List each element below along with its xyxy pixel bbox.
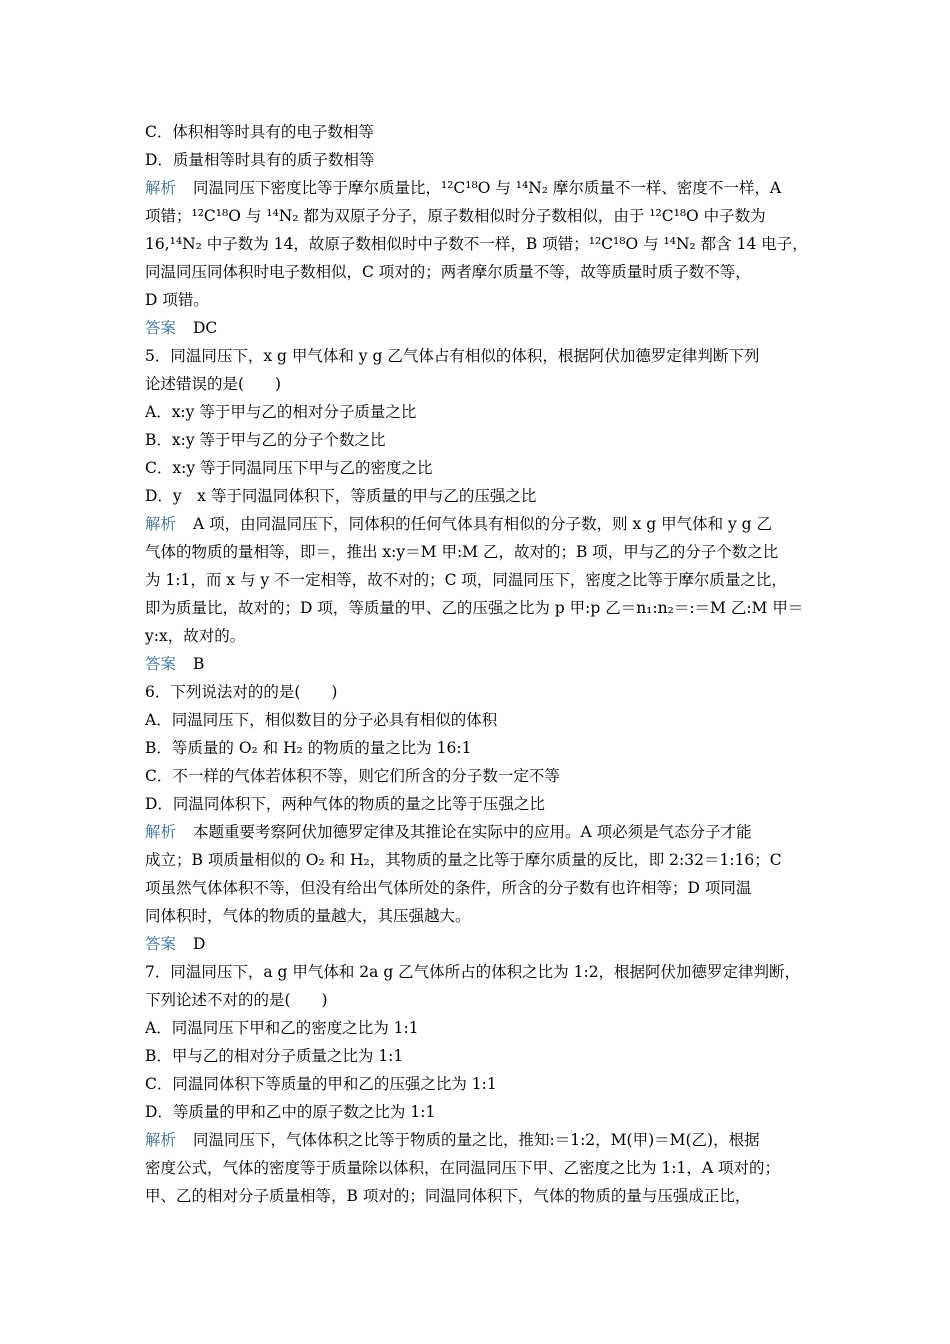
line-text: 即为质量比，故对的；D 项，等质量的甲、乙的压强之比为 p 甲:p 乙＝n₁:n₂＝:＝M 乙:M 甲＝ <box>145 599 804 617</box>
text-line <box>145 342 817 370</box>
text-line <box>145 958 817 986</box>
text-line <box>145 762 817 790</box>
text-line <box>145 258 817 286</box>
line-text: D．同温同体积下，两种气体的物质的量之比等于压强之比 <box>145 795 545 813</box>
text-line <box>145 790 817 818</box>
line-text: 密度公式，气体的密度等于质量除以体积，在同温同压下甲、乙密度之比为 1:1，A 项对的； <box>145 1159 780 1177</box>
analysis-label: 解析 <box>145 1131 177 1149</box>
text-line <box>145 1070 817 1098</box>
text-line <box>145 678 817 706</box>
line-text: DC <box>193 319 218 337</box>
analysis-label: 解析 <box>145 515 177 533</box>
line-text: 同温同压下，气体体积之比等于物质的量之比，推知:＝1:2，M(甲)＝M(乙)，根据 <box>193 1131 760 1149</box>
line-text: C．体积相等时具有的电子数相等 <box>145 123 374 141</box>
text-line <box>145 230 817 258</box>
line-text: 5．同温同压下，x g 甲气体和 y g 乙气体占有相似的体积，根据阿伏加德罗定律判断下列 <box>145 347 760 365</box>
text-line <box>145 1154 817 1182</box>
line-text: 项错；¹²C¹⁸O 与 ¹⁴N₂ 都为双原子分子，原子数相似时分子数相似，由于 ¹²C¹⁸O 中子数为 <box>145 207 766 225</box>
line-text: 论述错误的是( ) <box>145 375 282 393</box>
line-text: 同温同压下密度比等于摩尔质量比，¹²C¹⁸O 与 ¹⁴N₂ 摩尔质量不一样、密度不一样，A <box>193 179 782 197</box>
text-line <box>145 202 817 230</box>
analysis-line <box>145 1126 817 1154</box>
line-text: 甲、乙的相对分子质量相等，B 项对的；同温同体积下，气体的物质的量与压强成正比， <box>145 1187 751 1205</box>
text-line <box>145 874 817 902</box>
line-text: 本题重要考察阿伏加德罗定律及其推论在实际中的应用。A 项必须是气态分子才能 <box>193 823 752 841</box>
line-text: 6．下列说法对的的是( ) <box>145 683 338 701</box>
line-text: D <box>193 935 206 953</box>
line-text: 为 1:1，而 x 与 y 不一定相等，故不对的；C 项，同温同压下，密度之比等于摩尔质量之比， <box>145 571 787 589</box>
line-text: 项虽然气体体积不等，但没有给出气体所处的条件，所含的分子数有也许相等；D 项同温 <box>145 879 752 897</box>
text-line <box>145 482 817 510</box>
text-line <box>145 146 817 174</box>
line-text: A．同温同压下甲和乙的密度之比为 1:1 <box>145 1019 419 1037</box>
answer-line <box>145 314 817 342</box>
text-line <box>145 1182 817 1210</box>
line-text: C．不一样的气体若体积不等，则它们所含的分子数一定不等 <box>145 767 560 785</box>
line-text: 16,¹⁴N₂ 中子数为 14，故原子数相似时中子数不一样，B 项错；¹²C¹⁸O 与 ¹⁴N₂ 都含 14 电子， <box>145 235 808 253</box>
line-text: A．x:y 等于甲与乙的相对分子质量之比 <box>145 403 417 421</box>
text-line <box>145 370 817 398</box>
answer-line <box>145 930 817 958</box>
text-line <box>145 734 817 762</box>
line-text: B <box>193 655 205 673</box>
analysis-line <box>145 510 817 538</box>
line-text: A．同温同压下，相似数目的分子必具有相似的体积 <box>145 711 498 729</box>
text-line <box>145 286 817 314</box>
text-line <box>145 846 817 874</box>
line-text: 同温同压同体积时电子数相似，C 项对的；两者摩尔质量不等，故等质量时质子数不等， <box>145 263 751 281</box>
answer-line <box>145 650 817 678</box>
line-text: 同体积时，气体的物质的量越大，其压强越大。 <box>145 907 471 925</box>
analysis-label: 解析 <box>145 823 177 841</box>
answer-label: 答案 <box>145 935 177 953</box>
analysis-line <box>145 818 817 846</box>
text-line <box>145 706 817 734</box>
text-line <box>145 398 817 426</box>
text-line <box>145 594 817 622</box>
line-text: D 项错。 <box>145 291 209 309</box>
text-line <box>145 454 817 482</box>
line-text: B．x:y 等于甲与乙的分子个数之比 <box>145 431 386 449</box>
answer-label: 答案 <box>145 319 177 337</box>
analysis-line <box>145 174 817 202</box>
line-text: C．同温同体积下等质量的甲和乙的压强之比为 1:1 <box>145 1075 497 1093</box>
text-line <box>145 986 817 1014</box>
line-text: y:x，故对的。 <box>145 627 246 645</box>
line-text: D．等质量的甲和乙中的原子数之比为 1:1 <box>145 1103 436 1121</box>
line-text: B．甲与乙的相对分子质量之比为 1:1 <box>145 1047 404 1065</box>
line-text: D．质量相等时具有的质子数相等 <box>145 151 375 169</box>
line-text: 气体的物质的量相等，即＝，推出 x:y＝M 甲:M 乙，故对的；B 项，甲与乙的分子个数之比 <box>145 543 779 561</box>
document-body <box>145 118 817 1210</box>
answer-label: 答案 <box>145 655 177 673</box>
line-text: 下列论述不对的的是( ) <box>145 991 328 1009</box>
line-text: A 项，由同温同压下，同体积的任何气体具有相似的分子数，则 x g 甲气体和 y g 乙 <box>193 515 773 533</box>
line-text: B．等质量的 O₂ 和 H₂ 的物质的量之比为 16:1 <box>145 739 472 757</box>
text-line <box>145 118 817 146</box>
line-text: D．y x 等于同温同体积下，等质量的甲与乙的压强之比 <box>145 487 537 505</box>
text-line <box>145 1098 817 1126</box>
text-line <box>145 1042 817 1070</box>
line-text: 7．同温同压下，a g 甲气体和 2a g 乙气体所占的体积之比为 1:2，根据阿伏加德罗定律判断， <box>145 963 801 981</box>
text-line <box>145 902 817 930</box>
analysis-label: 解析 <box>145 179 177 197</box>
text-line <box>145 426 817 454</box>
text-line <box>145 538 817 566</box>
line-text: 成立；B 项质量相似的 O₂ 和 H₂，其物质的量之比等于摩尔质量的反比，即 2:32＝1:16；C <box>145 851 782 869</box>
text-line <box>145 622 817 650</box>
line-text: C．x:y 等于同温同压下甲与乙的密度之比 <box>145 459 433 477</box>
text-line <box>145 1014 817 1042</box>
text-line <box>145 566 817 594</box>
